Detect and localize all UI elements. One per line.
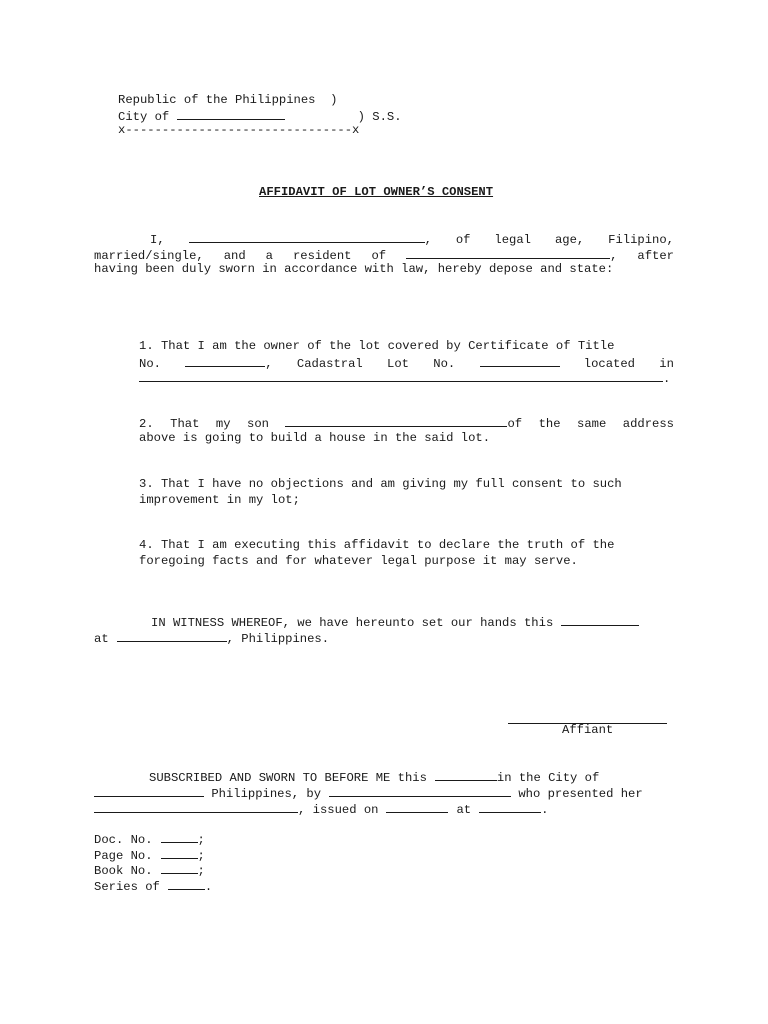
date-blank [561, 614, 639, 626]
location-blank [139, 370, 663, 382]
name-blank [189, 231, 425, 243]
item-1: 1. That I am the owner of the lot covered by Certificate of Title No. , Cadastral Lot No. located in . [139, 339, 674, 386]
jurat-paragraph: SUBSCRIBED AND SWORN TO BEFORE ME this in the City of Philippines, by who presented her , issued on at . [94, 769, 674, 817]
intro-row-2: married/single, and a resident of , after [94, 248, 674, 263]
intro-paragraph [94, 231, 674, 278]
series-of: Series of . [94, 879, 213, 894]
jurat-issued-place-blank [479, 801, 541, 813]
affiant-label: Affiant [562, 723, 614, 737]
intro-row-1: I, , of legal age, Filipino, [150, 233, 674, 247]
item-3: 3. That I have no objections and am giving my full consent to such improvement in my lot; [139, 477, 622, 507]
intro-row-3: having been duly sworn in accordance with law, hereby depose and state: [94, 262, 614, 276]
affiant-signature-line [508, 709, 667, 724]
jurat-date-blank [435, 769, 497, 781]
caption-divider: x-------------------------------x [118, 123, 360, 137]
item-4: 4. That I am executing this affidavit to declare the truth of the foregoing facts and for whatever legal purpose it may serve. [139, 538, 615, 568]
caption-republic: Republic of the Philippines ) [118, 93, 338, 107]
jurat-issued-date-blank [386, 801, 448, 813]
jurat-name-blank [329, 785, 511, 797]
jurat-id-blank [94, 801, 298, 813]
document-title: AFFIDAVIT OF LOT OWNER’S CONSENT [259, 185, 494, 199]
notarial-register [94, 831, 212, 893]
son-name-blank [285, 415, 507, 427]
place-blank [117, 630, 227, 642]
book-no: Book No. ; [94, 864, 205, 878]
caption-city: City of ) S.S. [118, 110, 402, 124]
residence-blank [406, 247, 610, 259]
jurat-city-blank [94, 785, 204, 797]
doc-no: Doc. No. ; [94, 833, 205, 847]
witness-paragraph: IN WITNESS WHEREOF, we have hereunto set our hands this at , Philippines. [94, 614, 674, 645]
city-blank [177, 108, 285, 120]
item-2: 2. That my son of the same address above is going to build a house in the said lot. [139, 417, 674, 445]
lot-no-blank [480, 355, 560, 367]
page-no: Page No. ; [94, 848, 205, 863]
title-no-blank [185, 355, 265, 367]
